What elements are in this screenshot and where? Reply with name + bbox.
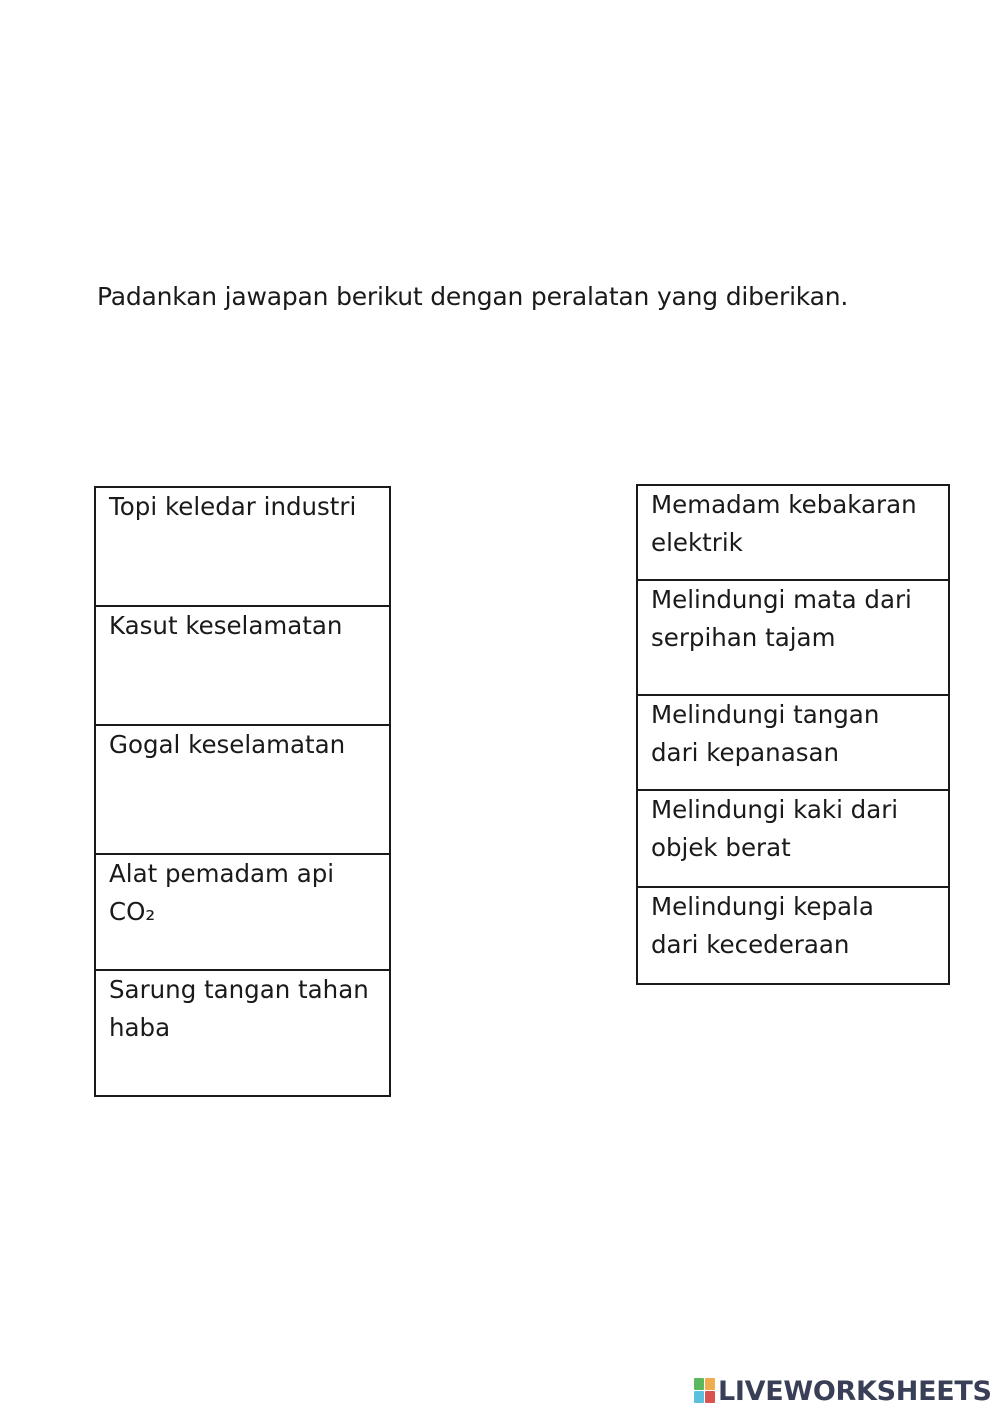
function-cell[interactable] — [638, 486, 948, 579]
equipment-cell[interactable] — [96, 969, 389, 1095]
equipment-word: pemadam — [164, 859, 289, 888]
function-label: Memadam kebakaran — [651, 490, 917, 519]
instruction-text: Padankan jawapan berikut dengan peralatan yang diberikan. — [97, 282, 849, 311]
equipment-cell[interactable] — [96, 488, 389, 605]
logo-text: LIVEWORKSHEETS — [718, 1375, 992, 1407]
function-label-line2: dari kepanasan — [651, 738, 840, 767]
equipment-label — [109, 855, 383, 893]
equipment-label: Topi keledar industri — [109, 492, 357, 521]
equipment-word: Alat — [109, 859, 158, 888]
equipment-cell[interactable] — [96, 724, 389, 853]
function-label-line2: objek berat — [651, 833, 791, 862]
logo-blocks-icon — [694, 1378, 716, 1404]
equipment-table — [94, 486, 391, 1097]
function-cell[interactable] — [638, 579, 948, 694]
function-cell[interactable] — [638, 789, 948, 886]
equipment-label-line2: haba — [109, 1013, 171, 1042]
function-label: Melindungi kaki dari — [651, 795, 899, 824]
function-label-line2: serpihan tajam — [651, 623, 836, 652]
function-label-line2: elektrik — [651, 528, 743, 557]
equipment-label: Sarung tangan tahan — [109, 975, 369, 1004]
equipment-label-line2: CO₂ — [109, 897, 156, 926]
equipment-word: api — [296, 859, 335, 888]
function-label: Melindungi tangan — [651, 700, 880, 729]
liveworksheets-logo[interactable] — [694, 1374, 992, 1408]
equipment-cell[interactable] — [96, 605, 389, 724]
function-label: Melindungi kepala — [651, 892, 874, 921]
function-table — [636, 484, 950, 985]
equipment-label: Kasut keselamatan — [109, 611, 343, 640]
function-label: Melindungi mata dari — [651, 585, 912, 614]
function-cell[interactable] — [638, 694, 948, 789]
function-label-line2: dari kecederaan — [651, 930, 850, 959]
equipment-cell[interactable] — [96, 853, 389, 969]
function-cell[interactable] — [638, 886, 948, 983]
equipment-label: Gogal keselamatan — [109, 730, 346, 759]
